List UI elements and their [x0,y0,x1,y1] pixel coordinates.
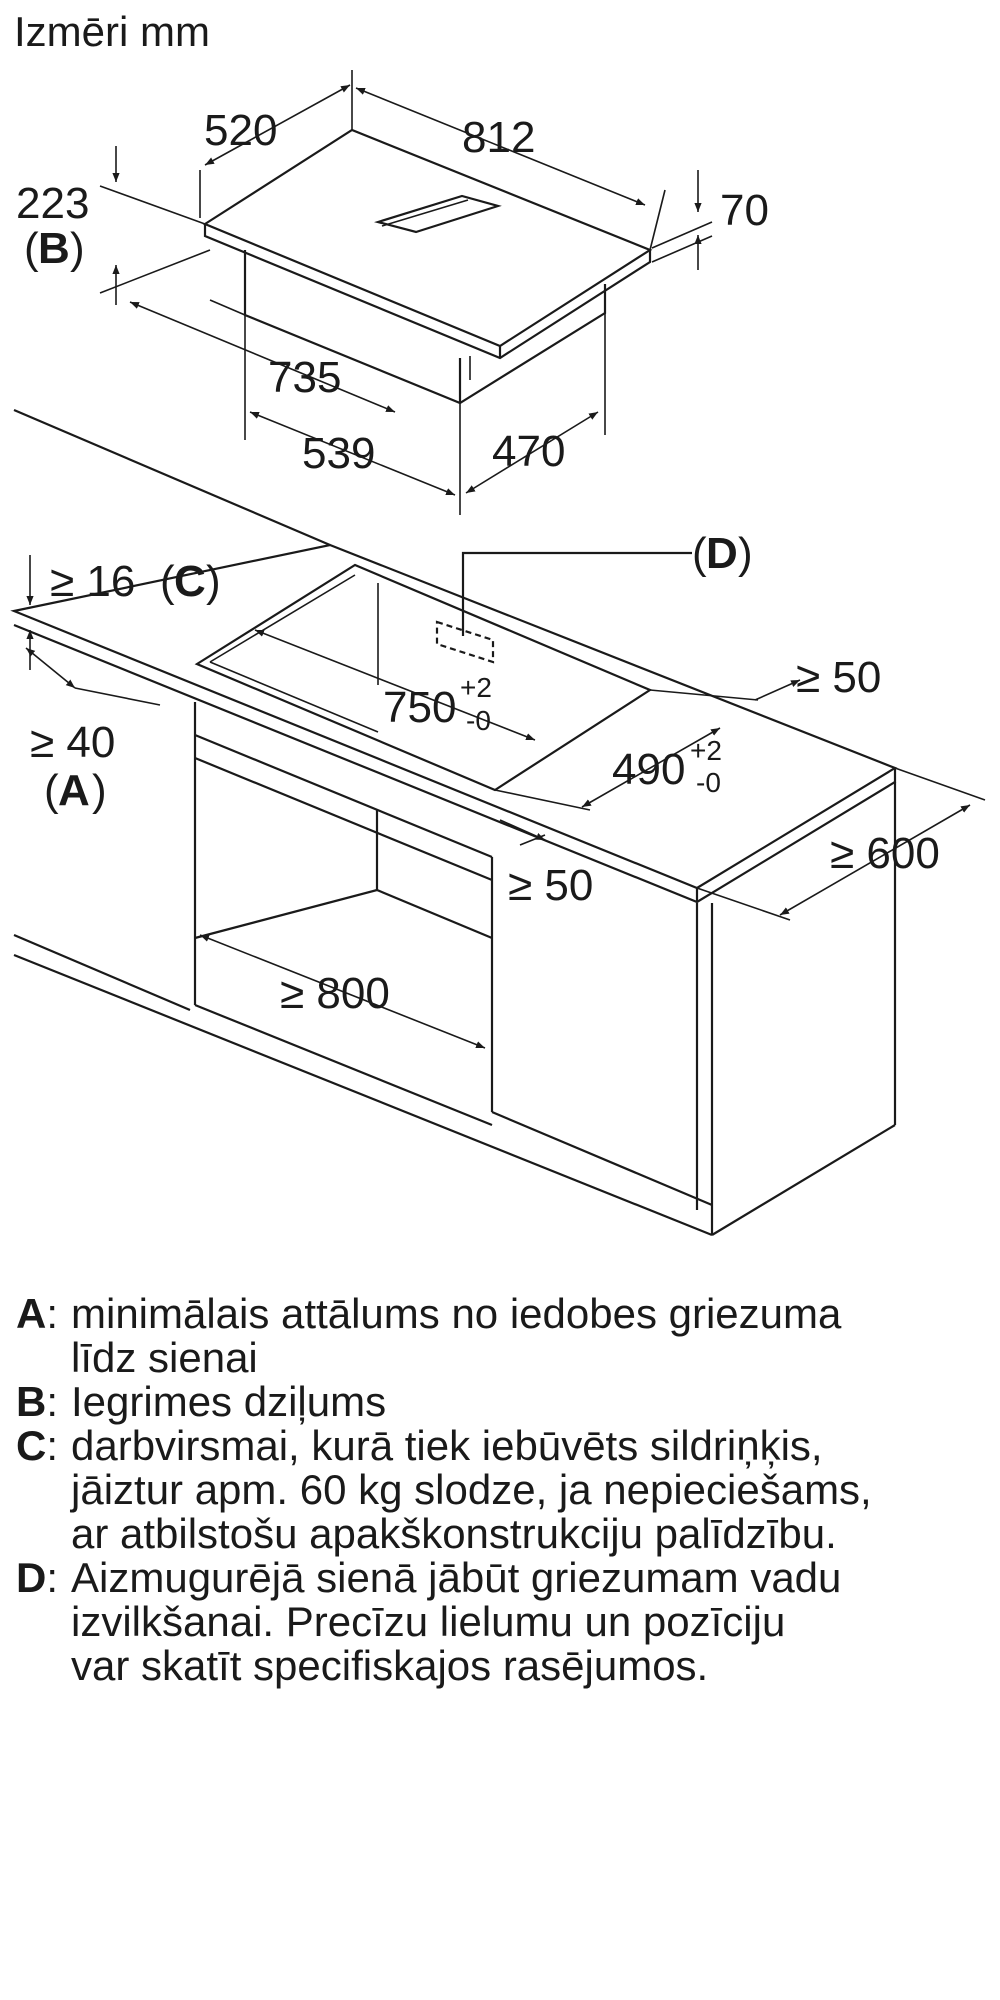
legend-text-b-1: Iegrimes dziļums [71,1378,387,1425]
legend-key-a: A [16,1290,47,1337]
worktop-cabinet-drawing [14,410,985,1235]
dim-cutout-width: 750 [383,683,457,732]
legend-text-d-3: var skatīt specifiskajos rasējumos. [71,1642,709,1689]
label-d-text: ( [692,529,707,578]
dim-body-depth: 470 [492,427,566,476]
svg-text:(: ( [44,766,59,815]
dim-body-width: 735 [268,353,342,402]
legend-text-d-2: izvilkšanai. Precīzu lielumu un pozīciju [71,1598,786,1645]
label-d: D [706,529,738,578]
legend-item-c: C: darbvirsmai, kurā tiek iebūvēts sildriņķis, jāiztur apm. 60 kg slodze, ja nepieciešams, ar atbilstošu apakškonstrukciju palīdzību. [16,1424,991,1556]
dim-recess-depth: 223 [16,179,90,228]
dim-hob-depth: 520 [204,106,278,155]
svg-text:(: ( [160,557,175,606]
legend-text-c-3: ar atbilstošu apakškonstrukciju palīdzību. [71,1510,837,1557]
legend [16,1292,991,1688]
legend-item-b: B: Iegrimes dziļums [16,1380,991,1424]
label-b: B [38,224,70,273]
wall-line [14,410,330,545]
page-title: Izmēri mm [14,8,210,55]
cooktop-glass-edge [205,224,650,358]
legend-text-c-2: jāiztur apm. 60 kg slodze, ja nepieciešams, [71,1466,872,1513]
legend-text-c-1: darbvirsmai, kurā tiek iebūvēts sildriņķis, [71,1422,823,1469]
svg-text:): ) [206,557,221,606]
cutout-outline [197,565,650,790]
dim-cutout-depth: 490 [612,745,686,794]
legend-item-a: A: minimālais attālums no iedobes griezuma līdz sienai [16,1292,991,1380]
legend-text-a-1: minimālais attālums no iedobes griezuma [71,1290,842,1337]
dim-hob-width: 812 [462,113,536,162]
worktop-front-edge [14,625,895,902]
svg-text:(: ( [24,224,39,273]
legend-text-a-2: līdz sienai [71,1334,258,1381]
tol-cutout-depth-plus: +2 [690,735,722,766]
dim-cabinet-width: ≥ 800 [280,969,390,1018]
svg-text:): ) [738,529,753,578]
label-c: C [174,557,206,606]
cooktop-drawing [16,70,769,515]
label-a: A [58,766,90,815]
wire-cutout-d [437,622,493,662]
legend-key-d: D [16,1554,47,1601]
legend-key-c: C [16,1422,47,1469]
dim-back-clearance: ≥ 50 [796,653,882,702]
svg-text:): ) [92,766,107,815]
vent-slot [378,196,498,232]
dim-thickness: 70 [720,186,769,235]
tol-cutout-width-minus: -0 [466,705,491,736]
dim-body-front: 539 [302,429,376,478]
label-d-leader [463,553,692,636]
dim-wall-clearance: ≥ 40 [30,718,116,767]
legend-text-d-1: Aizmugurējā sienā jābūt griezumam vadu [71,1554,842,1601]
dim-worktop-min: ≥ 16 [50,557,136,606]
legend-item-d: D: Aizmugurējā sienā jābūt griezumam vadu izvilkšanai. Precīzu lielumu un pozīciju var skatīt specifiskajos rasējumos. [16,1556,991,1688]
dim-worktop-depth: ≥ 600 [830,829,940,878]
legend-key-b: B [16,1378,47,1425]
cooktop-glass-top [205,130,650,346]
tol-cutout-depth-minus: -0 [696,767,721,798]
dim-side-clearance: ≥ 50 [508,861,594,910]
tol-cutout-width-plus: +2 [460,672,492,703]
svg-text:): ) [70,224,85,273]
